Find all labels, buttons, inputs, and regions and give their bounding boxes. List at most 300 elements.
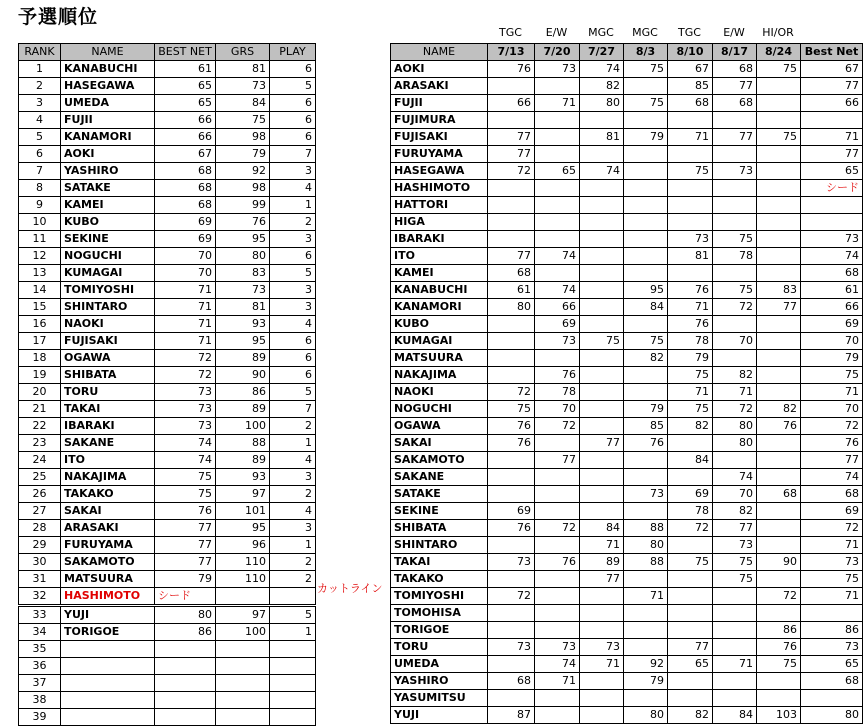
player-name-cell: FUJIMURA xyxy=(391,112,488,129)
rank-cell: 30 xyxy=(19,554,61,571)
round-score-cell: 76 xyxy=(668,316,713,333)
round-score-cell: 72 xyxy=(488,588,535,605)
gross-cell: 95 xyxy=(216,520,270,537)
rank-cell: 13 xyxy=(19,265,61,282)
best-net-cell: 73 xyxy=(155,401,216,418)
play-count-cell: 6 xyxy=(270,61,316,78)
gross-cell xyxy=(216,675,270,692)
rank-cell: 33 xyxy=(19,606,61,624)
best-net-cell: 77 xyxy=(801,78,863,95)
round-date-header: 8/3 xyxy=(624,44,668,61)
play-count-cell: 2 xyxy=(270,554,316,571)
rank-row xyxy=(19,418,316,435)
rank-row xyxy=(19,350,316,367)
round-score-cell xyxy=(624,163,668,180)
rank-row xyxy=(19,299,316,316)
player-name-cell: SEKINE xyxy=(61,231,155,248)
rank-row xyxy=(19,214,316,231)
round-score-cell: 73 xyxy=(535,61,580,78)
round-score-cell xyxy=(488,350,535,367)
rank-row xyxy=(19,503,316,520)
best-net-cell: 73 xyxy=(155,418,216,435)
round-score-cell: 71 xyxy=(668,384,713,401)
venue-label: E/W xyxy=(545,26,568,39)
score-row xyxy=(391,112,863,129)
round-score-cell xyxy=(488,180,535,197)
round-score-cell: 78 xyxy=(535,384,580,401)
gross-cell: 100 xyxy=(216,418,270,435)
score-row xyxy=(391,180,863,197)
player-name-cell: ARASAKI xyxy=(391,78,488,95)
round-score-cell: 65 xyxy=(535,163,580,180)
best-net-cell: 71 xyxy=(155,316,216,333)
round-score-cell xyxy=(535,214,580,231)
round-score-cell xyxy=(668,146,713,163)
round-score-cell: 68 xyxy=(488,673,535,690)
player-name-cell: ITO xyxy=(391,248,488,265)
score-row xyxy=(391,61,863,78)
round-score-cell xyxy=(757,571,801,588)
gross-cell xyxy=(216,658,270,675)
player-name-cell: KUBO xyxy=(61,214,155,231)
score-row xyxy=(391,673,863,690)
best-net-cell: 70 xyxy=(801,401,863,418)
rank-row xyxy=(19,180,316,197)
best-net-cell xyxy=(801,214,863,231)
round-score-cell xyxy=(488,78,535,95)
best-net-cell: 73 xyxy=(801,231,863,248)
gross-cell: 97 xyxy=(216,606,270,624)
score-row xyxy=(391,656,863,673)
round-score-cell xyxy=(713,214,757,231)
player-name-cell xyxy=(61,675,155,692)
round-score-cell xyxy=(580,112,624,129)
play-count-cell: 2 xyxy=(270,214,316,231)
round-score-cell: 73 xyxy=(668,231,713,248)
round-score-cell xyxy=(488,605,535,622)
round-score-cell xyxy=(713,265,757,282)
round-score-cell xyxy=(624,690,668,707)
player-name-cell: FUJII xyxy=(391,95,488,112)
round-score-cell: 84 xyxy=(580,520,624,537)
gross-cell: 98 xyxy=(216,180,270,197)
round-score-cell: 70 xyxy=(535,401,580,418)
score-row xyxy=(391,418,863,435)
rank-cell: 16 xyxy=(19,316,61,333)
player-name-cell: NAKAJIMA xyxy=(61,469,155,486)
round-score-cell xyxy=(580,588,624,605)
best-net-cell: 68 xyxy=(801,486,863,503)
round-score-cell xyxy=(580,197,624,214)
gross-cell: 81 xyxy=(216,299,270,316)
round-score-cell: 79 xyxy=(624,673,668,690)
player-name-cell: OGAWA xyxy=(61,350,155,367)
gross-cell: 97 xyxy=(216,486,270,503)
play-count-cell xyxy=(270,658,316,675)
round-score-cell xyxy=(624,316,668,333)
rank-cell: 37 xyxy=(19,675,61,692)
round-score-cell xyxy=(757,265,801,282)
round-score-cell xyxy=(757,503,801,520)
round-score-cell: 77 xyxy=(668,639,713,656)
play-count-cell: 5 xyxy=(270,606,316,624)
best-net-cell: 75 xyxy=(801,367,863,384)
round-score-cell xyxy=(580,469,624,486)
best-net-cell: 72 xyxy=(155,367,216,384)
player-name-cell: TORIGOE xyxy=(61,624,155,641)
round-score-cell xyxy=(535,265,580,282)
player-name-cell: SHINTARO xyxy=(391,537,488,554)
player-name-cell: SHIBATA xyxy=(61,367,155,384)
gross-cell: 73 xyxy=(216,282,270,299)
player-name-cell: KANABUCHI xyxy=(391,282,488,299)
play-count-cell: 4 xyxy=(270,503,316,520)
round-score-cell: 82 xyxy=(713,367,757,384)
round-score-cell: 77 xyxy=(580,571,624,588)
player-name-cell: KAMEI xyxy=(61,197,155,214)
player-name-cell: TOMIYOSHI xyxy=(391,588,488,605)
rank-row xyxy=(19,401,316,418)
round-score-cell: 71 xyxy=(535,673,580,690)
rank-cell: 26 xyxy=(19,486,61,503)
rank-cell: 4 xyxy=(19,112,61,129)
rank-row xyxy=(19,588,316,606)
rank-cell: 23 xyxy=(19,435,61,452)
round-score-cell: 80 xyxy=(624,537,668,554)
round-score-cell: 77 xyxy=(713,78,757,95)
best-net-cell: 65 xyxy=(155,95,216,112)
gross-cell: 73 xyxy=(216,78,270,95)
best-net-cell: 77 xyxy=(801,452,863,469)
gross-cell: 89 xyxy=(216,350,270,367)
score-row xyxy=(391,248,863,265)
round-score-cell xyxy=(535,690,580,707)
rank-cell: 17 xyxy=(19,333,61,350)
best-net-cell: 86 xyxy=(801,622,863,639)
round-score-cell xyxy=(488,231,535,248)
rank-cell: 29 xyxy=(19,537,61,554)
play-count-cell: 3 xyxy=(270,231,316,248)
player-name-cell: YASHIRO xyxy=(391,673,488,690)
rank-row xyxy=(19,248,316,265)
score-row xyxy=(391,299,863,316)
best-net-cell: 72 xyxy=(155,350,216,367)
round-score-cell xyxy=(624,180,668,197)
round-score-cell xyxy=(488,469,535,486)
rank-row xyxy=(19,641,316,658)
round-score-cell xyxy=(580,605,624,622)
player-name-cell: KAMEI xyxy=(391,265,488,282)
round-score-cell: 77 xyxy=(713,129,757,146)
best-net-cell xyxy=(801,112,863,129)
player-name-cell: HASHIMOTO xyxy=(61,588,155,606)
player-name-cell: NOGUCHI xyxy=(391,401,488,418)
round-score-cell xyxy=(535,129,580,146)
best-net-cell: 71 xyxy=(155,299,216,316)
best-net-cell: 71 xyxy=(155,282,216,299)
player-name-cell: FUJISAKI xyxy=(391,129,488,146)
best-net-cell: 80 xyxy=(801,707,863,724)
round-score-cell xyxy=(668,265,713,282)
score-row xyxy=(391,537,863,554)
round-score-cell: 77 xyxy=(488,248,535,265)
gross-cell xyxy=(216,692,270,709)
rank-col-header: NAME xyxy=(61,44,155,61)
round-score-cell: 90 xyxy=(757,554,801,571)
play-count-cell: 6 xyxy=(270,129,316,146)
round-score-cell: 76 xyxy=(535,367,580,384)
round-score-cell: 88 xyxy=(624,554,668,571)
player-name-cell: ITO xyxy=(61,452,155,469)
player-name-cell: FURUYAMA xyxy=(61,537,155,554)
best-net-cell xyxy=(801,605,863,622)
play-count-cell: 5 xyxy=(270,384,316,401)
round-score-cell: 71 xyxy=(580,656,624,673)
player-name-cell: NAOKI xyxy=(61,316,155,333)
player-name-cell: FUJII xyxy=(61,112,155,129)
round-score-cell xyxy=(535,605,580,622)
rank-cell: 25 xyxy=(19,469,61,486)
round-score-cell: 66 xyxy=(535,299,580,316)
round-score-cell: 75 xyxy=(668,367,713,384)
round-score-cell xyxy=(668,622,713,639)
round-date-header: 7/27 xyxy=(580,44,624,61)
play-count-cell: 2 xyxy=(270,486,316,503)
rank-cell: 2 xyxy=(19,78,61,95)
round-score-cell: 92 xyxy=(624,656,668,673)
round-score-cell: 76 xyxy=(757,639,801,656)
score-row xyxy=(391,146,863,163)
player-name-cell: KUMAGAI xyxy=(61,265,155,282)
round-score-cell: 77 xyxy=(713,520,757,537)
round-score-cell: 71 xyxy=(535,95,580,112)
round-score-cell xyxy=(535,707,580,724)
best-net-cell: 69 xyxy=(801,503,863,520)
round-score-cell xyxy=(757,95,801,112)
round-score-cell: 77 xyxy=(488,129,535,146)
round-score-cell xyxy=(757,163,801,180)
best-net-cell: 71 xyxy=(801,129,863,146)
round-score-cell xyxy=(580,214,624,231)
round-score-cell xyxy=(757,248,801,265)
player-name-cell xyxy=(61,641,155,658)
round-score-cell: 72 xyxy=(713,401,757,418)
round-score-cell xyxy=(488,316,535,333)
round-score-cell: 84 xyxy=(624,299,668,316)
round-score-cell xyxy=(713,316,757,333)
round-score-cell xyxy=(713,622,757,639)
best-net-cell: 68 xyxy=(801,265,863,282)
play-count-cell: 4 xyxy=(270,452,316,469)
best-net-cell: 67 xyxy=(155,146,216,163)
player-name-cell: KANAMORI xyxy=(391,299,488,316)
round-score-cell: 76 xyxy=(488,520,535,537)
play-count-cell: 6 xyxy=(270,112,316,129)
best-net-cell: 75 xyxy=(801,571,863,588)
play-count-cell: 6 xyxy=(270,333,316,350)
rank-cell: 3 xyxy=(19,95,61,112)
score-table xyxy=(390,43,863,724)
round-score-cell: 75 xyxy=(668,401,713,418)
best-net-cell: 65 xyxy=(155,78,216,95)
gross-cell: 83 xyxy=(216,265,270,282)
round-score-cell xyxy=(488,622,535,639)
round-score-cell: 81 xyxy=(580,129,624,146)
player-name-cell: SAKANE xyxy=(391,469,488,486)
best-net-cell: 86 xyxy=(155,624,216,641)
best-net-cell: 68 xyxy=(155,180,216,197)
play-count-cell xyxy=(270,709,316,726)
rank-cell: 35 xyxy=(19,641,61,658)
round-score-cell: 74 xyxy=(580,61,624,78)
best-net-cell: 68 xyxy=(155,163,216,180)
gross-cell: 88 xyxy=(216,435,270,452)
score-row xyxy=(391,435,863,452)
gross-cell: 95 xyxy=(216,231,270,248)
round-score-cell: 80 xyxy=(624,707,668,724)
venue-label: HI/OR xyxy=(762,26,794,39)
round-score-cell xyxy=(624,605,668,622)
round-score-cell: 74 xyxy=(535,656,580,673)
play-count-cell: 1 xyxy=(270,435,316,452)
round-date-header: 8/17 xyxy=(713,44,757,61)
gross-cell: 76 xyxy=(216,214,270,231)
play-count-cell: 3 xyxy=(270,163,316,180)
round-score-cell: 65 xyxy=(668,656,713,673)
round-score-cell xyxy=(668,690,713,707)
rank-row xyxy=(19,282,316,299)
rank-cell: 36 xyxy=(19,658,61,675)
round-score-cell xyxy=(713,146,757,163)
round-score-cell: 76 xyxy=(624,435,668,452)
round-score-cell xyxy=(757,605,801,622)
round-score-cell: 75 xyxy=(580,333,624,350)
round-score-cell: 72 xyxy=(535,418,580,435)
rank-cell: 34 xyxy=(19,624,61,641)
round-score-cell xyxy=(535,231,580,248)
round-score-cell: 72 xyxy=(757,588,801,605)
rank-col-header: GRS xyxy=(216,44,270,61)
rank-cell: 6 xyxy=(19,146,61,163)
round-score-cell xyxy=(488,214,535,231)
play-count-cell: 6 xyxy=(270,95,316,112)
play-count-cell: 4 xyxy=(270,316,316,333)
round-score-cell xyxy=(580,282,624,299)
venue-label: MGC xyxy=(632,26,658,39)
rank-row xyxy=(19,692,316,709)
round-score-cell: 68 xyxy=(713,61,757,78)
round-score-cell xyxy=(624,78,668,95)
round-score-cell xyxy=(624,503,668,520)
round-score-cell: 84 xyxy=(668,452,713,469)
round-score-cell xyxy=(535,486,580,503)
round-score-cell xyxy=(535,469,580,486)
best-net-cell: 66 xyxy=(801,95,863,112)
player-name-cell: MATSUURA xyxy=(61,571,155,588)
gross-cell: 110 xyxy=(216,554,270,571)
round-score-cell xyxy=(757,673,801,690)
round-score-cell xyxy=(713,605,757,622)
player-name-cell: SHINTARO xyxy=(61,299,155,316)
round-score-cell xyxy=(535,78,580,95)
round-score-cell xyxy=(757,367,801,384)
round-score-cell: 75 xyxy=(624,95,668,112)
round-score-cell xyxy=(624,384,668,401)
round-score-cell xyxy=(668,571,713,588)
player-name-cell: KUMAGAI xyxy=(391,333,488,350)
round-score-cell xyxy=(580,418,624,435)
best-net-cell: シード xyxy=(801,180,863,197)
round-score-cell xyxy=(535,146,580,163)
score-row xyxy=(391,163,863,180)
best-net-cell: 65 xyxy=(801,656,863,673)
round-score-cell xyxy=(757,333,801,350)
round-score-cell xyxy=(624,265,668,282)
player-name-cell: SAKAMOTO xyxy=(61,554,155,571)
score-row xyxy=(391,78,863,95)
round-score-cell: 82 xyxy=(757,401,801,418)
rank-row xyxy=(19,606,316,624)
round-score-cell: 83 xyxy=(757,282,801,299)
player-name-cell: SAKAMOTO xyxy=(391,452,488,469)
player-name-cell xyxy=(61,709,155,726)
round-score-cell xyxy=(757,384,801,401)
player-name-cell: UMEDA xyxy=(61,95,155,112)
best-net-cell: 66 xyxy=(155,129,216,146)
rank-cell: 5 xyxy=(19,129,61,146)
score-row xyxy=(391,588,863,605)
round-score-cell xyxy=(535,350,580,367)
round-score-cell xyxy=(488,197,535,214)
rank-cell: 10 xyxy=(19,214,61,231)
score-row xyxy=(391,197,863,214)
venue-label: MGC xyxy=(588,26,614,39)
rank-row xyxy=(19,435,316,452)
round-score-cell xyxy=(757,112,801,129)
gross-cell: 80 xyxy=(216,248,270,265)
round-score-cell xyxy=(535,503,580,520)
round-score-cell xyxy=(535,435,580,452)
round-score-cell: 75 xyxy=(757,129,801,146)
round-score-cell: 82 xyxy=(713,503,757,520)
round-score-cell xyxy=(580,367,624,384)
round-score-cell xyxy=(668,673,713,690)
rank-cell: 1 xyxy=(19,61,61,78)
rank-col-header: RANK xyxy=(19,44,61,61)
best-net-cell: 77 xyxy=(155,520,216,537)
round-score-cell: 81 xyxy=(668,248,713,265)
player-name-cell: UMEDA xyxy=(391,656,488,673)
round-score-cell xyxy=(624,197,668,214)
player-name-cell: YASHIRO xyxy=(61,163,155,180)
round-score-cell: 73 xyxy=(488,554,535,571)
player-name-cell: ARASAKI xyxy=(61,520,155,537)
round-score-cell: 75 xyxy=(757,656,801,673)
rank-cell: 7 xyxy=(19,163,61,180)
best-net-cell: 77 xyxy=(155,554,216,571)
round-score-cell xyxy=(488,690,535,707)
best-net-cell: 73 xyxy=(801,639,863,656)
round-score-cell: 80 xyxy=(713,435,757,452)
score-row xyxy=(391,316,863,333)
best-net-cell xyxy=(801,197,863,214)
score-row xyxy=(391,282,863,299)
round-score-cell xyxy=(535,571,580,588)
score-row xyxy=(391,129,863,146)
round-score-cell: 77 xyxy=(488,146,535,163)
round-score-cell xyxy=(713,452,757,469)
player-name-cell: YUJI xyxy=(61,606,155,624)
